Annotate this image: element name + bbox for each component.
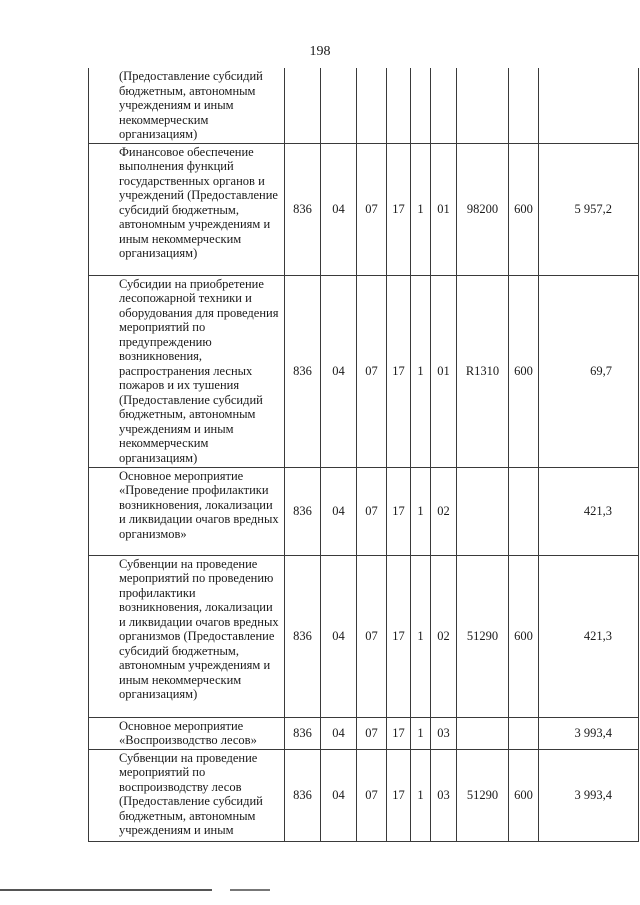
row-name: Субвенции на проведение мероприятий по воспроизводству лесов (Предоставление субсидий бюджетным, автономным учреждениям и иным xyxy=(119,750,263,837)
programma-cell: 17 xyxy=(387,555,411,717)
napravlenie-cell xyxy=(457,68,509,143)
meropriyatie-cell: 03 xyxy=(431,717,457,749)
vedomstvo-cell: 836 xyxy=(285,467,321,555)
table-row xyxy=(89,555,639,717)
meropriyatie-cell: 03 xyxy=(431,749,457,841)
podprogramma-cell: 1 xyxy=(411,555,431,717)
razdel-cell xyxy=(321,68,357,143)
row-name-cell xyxy=(89,467,285,555)
podprogramma-cell xyxy=(411,68,431,143)
vedomstvo-cell: 836 xyxy=(285,555,321,717)
vid-cell: 600 xyxy=(509,749,539,841)
meropriyatie-cell: 02 xyxy=(431,555,457,717)
napravlenie-cell: R1310 xyxy=(457,275,509,467)
table-row xyxy=(89,467,639,555)
razdel-cell: 04 xyxy=(321,555,357,717)
podrazdel-cell: 07 xyxy=(357,717,387,749)
table-row xyxy=(89,717,639,749)
napravlenie-cell xyxy=(457,717,509,749)
programma-cell: 17 xyxy=(387,717,411,749)
podrazdel-cell: 07 xyxy=(357,275,387,467)
row-name: Финансовое обеспечение выполнения функций государственных органов и учреждений (Предоставление субсидий бюджетным, автономным учреждениям и иным некоммерческим организациям) xyxy=(119,144,278,260)
napravlenie-cell: 98200 xyxy=(457,143,509,275)
vid-cell xyxy=(509,717,539,749)
programma-cell: 17 xyxy=(387,275,411,467)
row-name-cell xyxy=(89,143,285,275)
table-row xyxy=(89,68,639,143)
vedomstvo-cell: 836 xyxy=(285,143,321,275)
razdel-cell: 04 xyxy=(321,143,357,275)
podprogramma-cell: 1 xyxy=(411,275,431,467)
budget-table xyxy=(88,68,639,842)
podrazdel-cell xyxy=(357,68,387,143)
summa-cell: 3 993,4 xyxy=(539,717,639,749)
summa-cell: 5 957,2 xyxy=(539,143,639,275)
napravlenie-cell: 51290 xyxy=(457,555,509,717)
summa-cell: 421,3 xyxy=(539,555,639,717)
row-name: Основное мероприятие «Проведение профилактики возникновения, локализации и ликвидации очагов вредных организмов» xyxy=(119,468,279,541)
podprogramma-cell: 1 xyxy=(411,749,431,841)
razdel-cell: 04 xyxy=(321,467,357,555)
meropriyatie-cell: 02 xyxy=(431,467,457,555)
podrazdel-cell: 07 xyxy=(357,749,387,841)
summa-cell xyxy=(539,68,639,143)
razdel-cell: 04 xyxy=(321,749,357,841)
meropriyatie-cell xyxy=(431,68,457,143)
vedomstvo-cell: 836 xyxy=(285,717,321,749)
row-name: (Предоставление субсидий бюджетным, автономным учреждениям и иным некоммерческим организациям) xyxy=(119,69,263,141)
table-row xyxy=(89,275,639,467)
programma-cell xyxy=(387,68,411,143)
razdel-cell: 04 xyxy=(321,275,357,467)
vedomstvo-cell: 836 xyxy=(285,275,321,467)
row-name-cell xyxy=(89,555,285,717)
row-name: Субсидии на приобретение лесопожарной техники и оборудования для проведения мероприятий по предупреждению возникновения, распространения лесных пожаров и их тушения (Предоставление субсидий бюджетным, автономным учреждениям и иным некоммерческим организациям) xyxy=(119,276,279,465)
table-row xyxy=(89,143,639,275)
row-name: Субвенции на проведение мероприятий по проведению профилактики возникновения, локализации и ликвидации очагов вредных организмов (Предоставление субсидий бюджетным, автономным учреждениям и иным некоммерческим организациям) xyxy=(119,556,279,701)
podprogramma-cell: 1 xyxy=(411,143,431,275)
programma-cell: 17 xyxy=(387,143,411,275)
scan-edge-line xyxy=(230,889,270,891)
vedomstvo-cell xyxy=(285,68,321,143)
scan-edge-line xyxy=(0,889,212,891)
napravlenie-cell: 51290 xyxy=(457,749,509,841)
meropriyatie-cell: 01 xyxy=(431,275,457,467)
vid-cell: 600 xyxy=(509,555,539,717)
vid-cell: 600 xyxy=(509,275,539,467)
podprogramma-cell: 1 xyxy=(411,717,431,749)
vedomstvo-cell: 836 xyxy=(285,749,321,841)
napravlenie-cell xyxy=(457,467,509,555)
podrazdel-cell: 07 xyxy=(357,467,387,555)
row-name-cell xyxy=(89,717,285,749)
vid-cell xyxy=(509,467,539,555)
programma-cell: 17 xyxy=(387,467,411,555)
podrazdel-cell: 07 xyxy=(357,143,387,275)
page-number: 198 xyxy=(309,44,331,59)
row-name-cell xyxy=(89,68,285,143)
row-name-cell xyxy=(89,749,285,841)
vid-cell: 600 xyxy=(509,143,539,275)
podprogramma-cell: 1 xyxy=(411,467,431,555)
table-row xyxy=(89,749,639,841)
summa-cell: 69,7 xyxy=(539,275,639,467)
vid-cell xyxy=(509,68,539,143)
table-left-border xyxy=(88,68,89,840)
summa-cell: 421,3 xyxy=(539,467,639,555)
programma-cell: 17 xyxy=(387,749,411,841)
row-name: Основное мероприятие «Воспроизводство лесов» xyxy=(119,718,257,747)
razdel-cell: 04 xyxy=(321,717,357,749)
meropriyatie-cell: 01 xyxy=(431,143,457,275)
podrazdel-cell: 07 xyxy=(357,555,387,717)
summa-cell: 3 993,4 xyxy=(539,749,639,841)
row-name-cell xyxy=(89,275,285,467)
